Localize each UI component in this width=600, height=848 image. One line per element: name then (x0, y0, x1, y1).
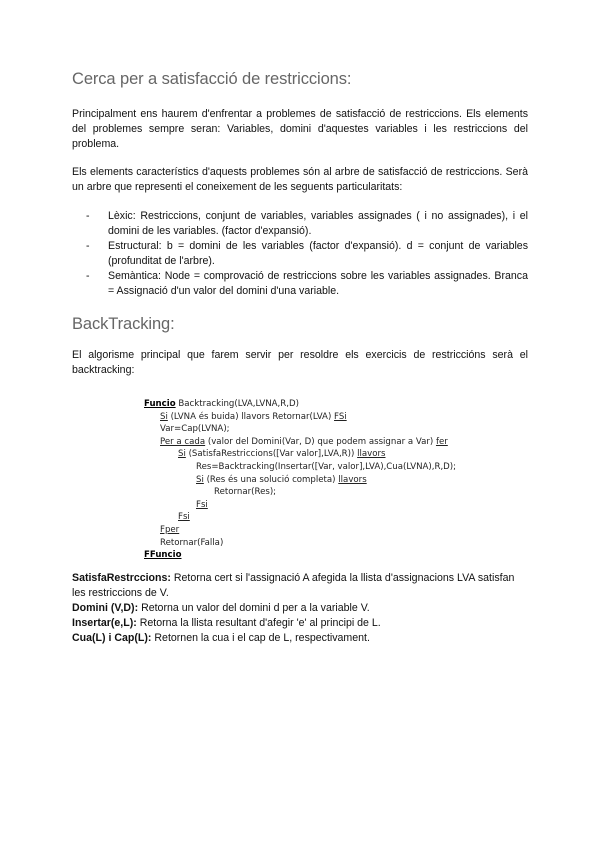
bullet-dash: - (86, 270, 90, 282)
list-item (86, 269, 528, 299)
bullet-text-estructural: Estructural: b = domini de les variables (factor d'expansió). d = conjunt de variables (profunditat de l'arbre). (108, 240, 528, 267)
definition-domini: Domini (V,D): Retorna un valor del domini d per a la variable V. (72, 602, 370, 614)
pseudocode-block (144, 398, 456, 562)
bullet-text-semantica: Semàntica: Node = comprovació de restriccions sobre les variables assignades. Branca = Assignació d'un valor del domini d'una variable. (108, 270, 528, 297)
code-line: Funcio Backtracking(LVA,LVNA,R,D) (144, 399, 299, 409)
definition-cua-cap: Cua(L) i Cap(L): Retornen la cua i el cap de L, respectivament. (72, 632, 370, 644)
bullet-dash: - (86, 210, 90, 222)
definition-satisfa: SatisfaRestrccions: Retorna cert si l'assignació A afegida la llista d'assignacions LVA satisfan les restriccions de V. (72, 572, 515, 599)
code-line: Retornar(Res); (214, 487, 277, 498)
code-line: Fsi (178, 512, 190, 523)
code-line: Fsi (196, 499, 208, 510)
paragraph-intro: Principalment ens haurem d'enfrentar a problemes de satisfacció de restriccions. Els elements del problemes sempre seran: Variables, domini d'aquestes variables i les restriccions del problema. (72, 108, 528, 150)
bullet-dash: - (86, 240, 90, 252)
code-line: FFuncio (144, 550, 182, 561)
code-line: Var=Cap(LVNA); (160, 424, 230, 435)
heading-constraint-search: Cerca per a satisfacció de restriccions: (72, 70, 352, 88)
code-line: Si (Res és una solució completa) llavors (196, 474, 367, 485)
paragraph-elements: Els elements característics d'aquests problemes són al arbre de satisfacció de restriccions. Serà un arbre que representi el coneixement de les seguents particularitats: (72, 166, 528, 193)
definition-insertar: Insertar(e,L): Retorna la llista resultant d'afegir 'e' al principi de L. (72, 617, 381, 629)
code-line: Si (SatisfaRestriccions([Var valor],LVA,R)) llavors (178, 449, 386, 460)
code-line: Si (LVNA és buida) llavors Retornar(LVA) FSi (160, 411, 347, 422)
bullet-text-lexic: Lèxic: Restriccions, conjunt de variables, variables assignades ( i no assignades), i el domini de les variables. (factor d'expansió). (108, 210, 528, 237)
code-line: Retornar(Falla) (160, 537, 224, 548)
code-line: Per a cada (valor del Domini(Var, D) que podem assignar a Var) fer (160, 436, 448, 447)
code-line: Fper (160, 524, 180, 535)
list-item (86, 239, 528, 269)
heading-backtracking: BackTracking: (72, 315, 175, 333)
list-item (86, 209, 528, 239)
paragraph-algorithm: El algorisme principal que farem servir per resoldre els exercicis de restriccións serà el backtracking: (72, 349, 528, 376)
code-line: Res=Backtracking(Insertar([Var, valor],LVA),Cua(LVNA),R,D); (196, 461, 457, 472)
